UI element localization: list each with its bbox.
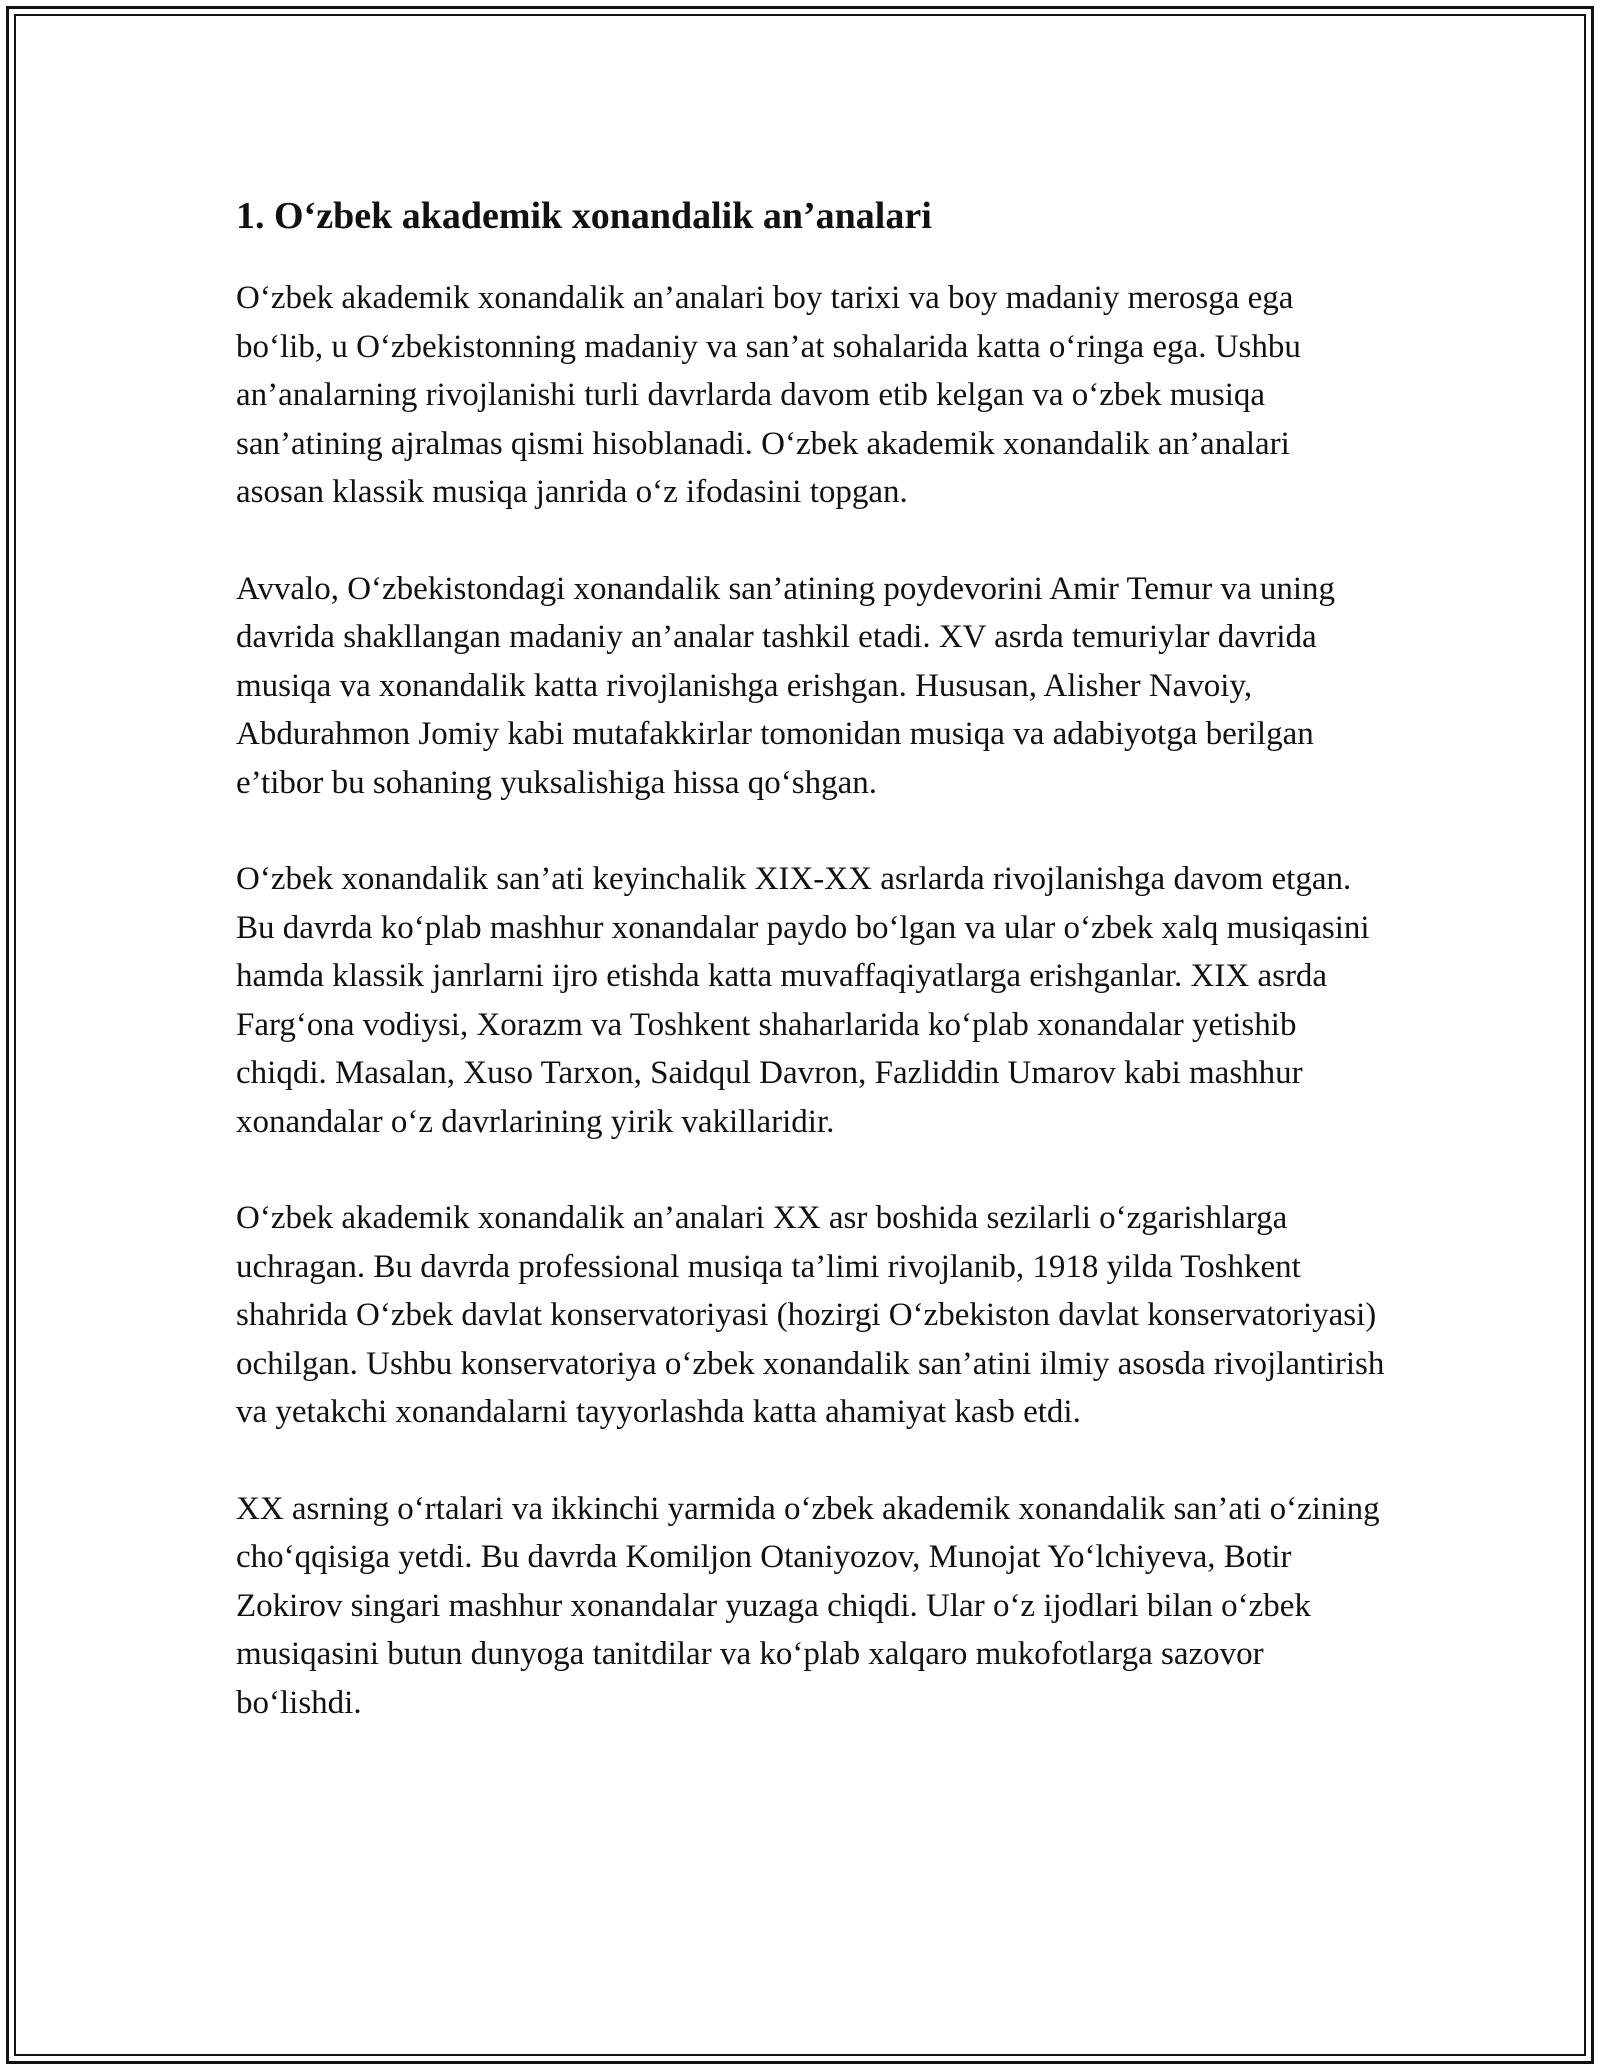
document-body — [236, 188, 1386, 1775]
paragraph-4: O‘zbek akademik xonandalik an’analari XX asr boshida sezilarli o‘zgarishlarga uchragan. Bu davrda professional musiqa ta’limi rivojlanib, 1918 yilda Toshkent shahrida O‘zbek davlat konservatoriyasi (hozirgi O‘zbekiston davlat konservatoriyasi) ochilgan. Ushbu konservatoriya o‘zbek xonandalik san’atini ilmiy asosda rivojlantirish va yetakchi xonandalarni tayyorlashda katta ahamiyat kasb etdi. — [236, 1200, 1385, 1430]
section-heading: 1. O‘zbek akademik xonandalik an’analari — [236, 195, 932, 237]
paragraph-2: Avvalo, O‘zbekistondagi xonandalik san’atining poydevorini Amir Temur va uning davrida shakllangan madaniy an’analar tashkil etadi. XV asrda temuriylar davrida musiqa va xonandalik katta rivojlanishga erishgan. Hususan, Alisher Navoiy, Abdurahmon Jomiy kabi mutafakkirlar tomonidan musiqa va adabiyotga berilgan e’tibor bu sohaning yuksalishiga hissa qo‘shgan. — [236, 570, 1336, 801]
paragraph-3: O‘zbek xonandalik san’ati keyinchalik XIX-XX asrlarda rivojlanishga davom etgan. Bu davrda ko‘plab mashhur xonandalar paydo bo‘lgan va ular o‘zbek xalq musiqasini hamda klassik janrlarni ijro etishda katta muvaffaqiyatlarga erishganlar. XIX asrda Farg‘ona vodiysi, Xorazm va Toshkent shaharlarida ko‘plab xonandalar yetishib chiqdi. Masalan, Xuso Tarxon, Saidqul Davron, Fazliddin Umarov kabi mashhur xonandalar o‘z davrlarining yirik vakillaridir. — [236, 861, 1370, 1140]
paragraph-5: XX asrning o‘rtalari va ikkinchi yarmida o‘zbek akademik xonandalik san’ati o‘zining cho‘qqisiga yetdi. Bu davrda Komiljon Otaniyozov, Munojat Yo‘lchiyeva, Botir Zokirov singari mashhur xonandalar yuzaga chiqdi. Ular o‘z ijodlari bilan o‘zbek musiqasini butun dunyoga tanitdilar va ko‘plab xalqaro mukofotlarga sazovor bo‘lishdi. — [236, 1490, 1380, 1721]
paragraph-1: O‘zbek akademik xonandalik an’analari boy tarixi va boy madaniy merosga ega bo‘lib, u O‘zbekistonning madaniy va san’at sohalarida katta o‘ringa ega. Ushbu an’analarning rivojlanishi turli davrlarda davom etib kelgan va o‘zbek musiqa san’atining ajralmas qismi hisoblanadi. O‘zbek akademik xonandalik an’analari asosan klassik musiqa janrida o‘z ifodasini topgan. — [236, 280, 1301, 510]
